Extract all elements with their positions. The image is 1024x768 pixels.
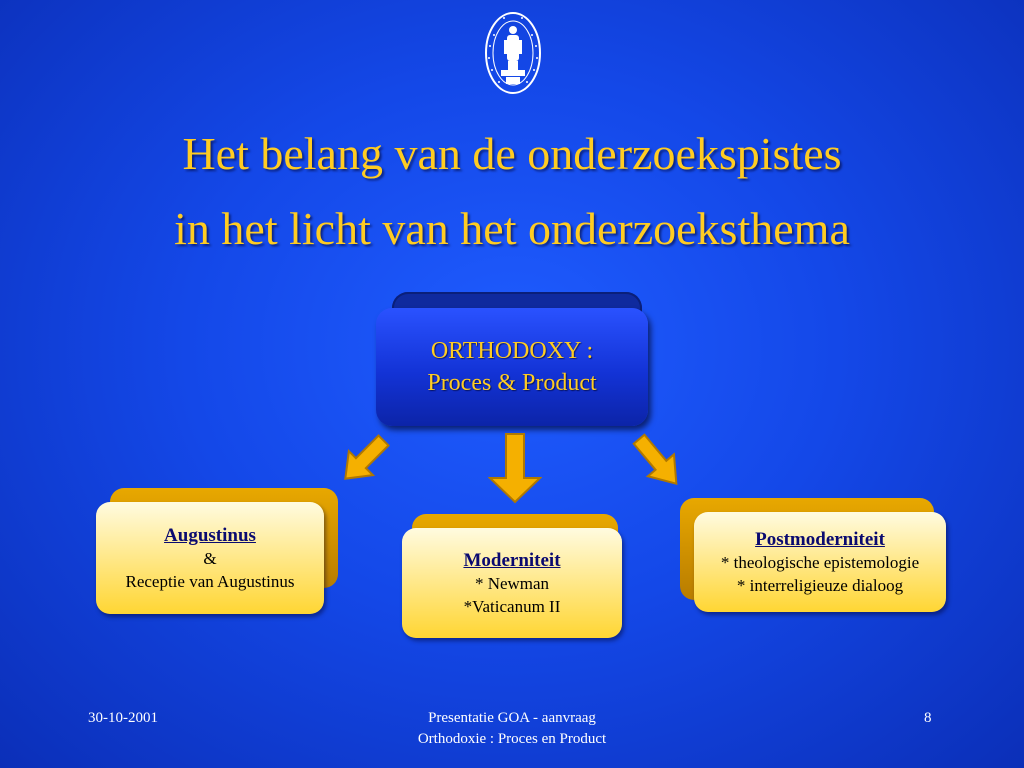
center-box-line2: Proces & Product xyxy=(427,370,597,396)
augustinus-box xyxy=(96,502,324,614)
augustinus-line3: Receptie van Augustinus xyxy=(125,571,295,591)
footer-center xyxy=(0,708,1024,750)
postmoderniteit-box xyxy=(694,512,946,612)
university-seal xyxy=(484,10,542,96)
footer-page-number: 8 xyxy=(924,710,932,726)
postmoderniteit-heading: Postmoderniteit xyxy=(755,528,885,550)
moderniteit-box xyxy=(402,528,622,638)
arrow-right-icon xyxy=(628,430,690,496)
footer-line2: Orthodoxie : Proces en Product xyxy=(417,731,607,747)
moderniteit-heading: Moderniteit xyxy=(463,549,561,571)
slide-title-line1: Het belang van de onderzoekspistes xyxy=(182,128,842,179)
postmoderniteit-line3: * interreligieuze dialoog xyxy=(736,575,904,595)
slide-title-line2: in het licht van het onderzoeksthema xyxy=(174,203,850,254)
arrow-middle-icon xyxy=(488,432,542,504)
moderniteit-line3: *Vaticanum II xyxy=(463,596,561,616)
center-box-line1: ORTHODOXY : xyxy=(430,338,594,364)
postmoderniteit-line2: * theologische epistemologie xyxy=(720,552,920,572)
augustinus-heading: Augustinus xyxy=(164,524,256,546)
center-box xyxy=(376,308,648,426)
moderniteit-line2: * Newman xyxy=(474,573,550,593)
footer-line1: Presentatie GOA - aanvraag xyxy=(428,710,596,726)
arrow-left-icon xyxy=(332,430,394,492)
augustinus-line2: & xyxy=(203,548,217,568)
footer-date: 30-10-2001 xyxy=(88,710,158,726)
